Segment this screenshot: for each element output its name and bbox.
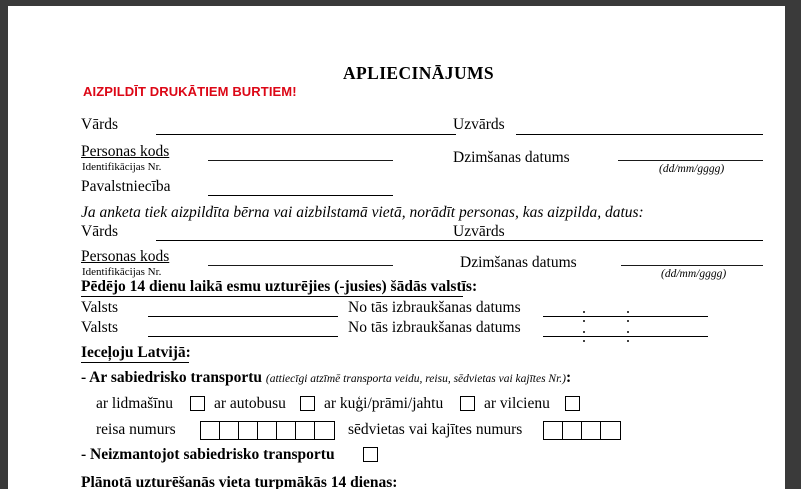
character-cell[interactable]	[258, 422, 277, 439]
character-cell[interactable]	[201, 422, 220, 439]
guardian-personal-code-input[interactable]	[208, 265, 393, 266]
character-cell[interactable]	[239, 422, 258, 439]
seat-number-label: sēdvietas vai kajītes numurs	[348, 421, 523, 438]
personal-code-input[interactable]	[208, 160, 393, 161]
mode-checkbox-bus[interactable]	[300, 396, 315, 411]
last-name-input[interactable]	[516, 134, 763, 135]
mode-label-plane: ar lidmašīnu	[96, 395, 174, 412]
exit-date-input-2[interactable]	[543, 336, 708, 337]
mode-label-ship: ar kuģi/prāmi/jahtu	[324, 395, 444, 412]
country-input-1[interactable]	[148, 316, 338, 317]
mode-checkbox-ship[interactable]	[460, 396, 475, 411]
planned-stay-heading: Plānotā uzturēšanās vieta turpmākās 14 dienas:	[81, 474, 398, 489]
personal-code-label: Personas kods	[81, 143, 170, 160]
character-cell[interactable]	[601, 422, 620, 439]
character-cell[interactable]	[563, 422, 582, 439]
countries-heading-underline	[81, 296, 463, 297]
mode-label-bus: ar autobusu	[214, 395, 286, 412]
public-transport-label: - Ar sabiedrisko transportu	[81, 369, 262, 386]
guardian-personal-code-label: Personas kods	[81, 248, 170, 265]
exit-date-label-2: No tās izbraukšanas datums	[348, 319, 521, 336]
character-cell[interactable]	[582, 422, 601, 439]
trip-number-label: reisa numurs	[96, 421, 176, 438]
date-separator-dot	[627, 320, 629, 322]
trip-number-input[interactable]	[200, 421, 335, 440]
birth-date-label: Dzimšanas datums	[453, 149, 570, 166]
date-separator-dot	[627, 311, 629, 313]
first-name-label: Vārds	[81, 116, 119, 133]
arrival-heading: Ieceļoju Latvijā:	[81, 344, 191, 361]
mode-label-train: ar vilcienu	[484, 395, 550, 412]
character-cell[interactable]	[315, 422, 334, 439]
country-label-1: Valsts	[81, 299, 119, 316]
public-transport-note: (attiecīgi atzīmē transporta veidu, reisu, sēdvietas vai kajītes Nr.)	[265, 373, 567, 385]
date-separator-dot	[583, 340, 585, 342]
date-separator-dot	[627, 340, 629, 342]
country-input-2[interactable]	[148, 336, 338, 337]
seat-number-input[interactable]	[543, 421, 621, 440]
page-title: APLIECINĀJUMS	[343, 63, 495, 83]
mode-checkbox-plane[interactable]	[190, 396, 205, 411]
country-label-2: Valsts	[81, 319, 119, 336]
no-public-transport-checkbox[interactable]	[363, 447, 378, 462]
character-cell[interactable]	[296, 422, 315, 439]
birth-date-format-hint: (dd/mm/gggg)	[659, 163, 725, 175]
character-cell[interactable]	[277, 422, 296, 439]
character-cell[interactable]	[544, 422, 563, 439]
public-transport-colon: :	[566, 369, 572, 386]
date-separator-dot	[583, 331, 585, 333]
guardian-birth-date-format-hint: (dd/mm/gggg)	[661, 268, 727, 280]
last-name-label: Uzvārds	[453, 116, 505, 133]
fill-in-capitals-warning: AIZPILDĪT DRUKĀTIEM BURTIEM!	[83, 84, 297, 99]
guardian-instruction: Ja anketa tiek aizpildīta bērna vai aizbilstamā vietā, norādīt personas, kas aizpilda, datus:	[81, 204, 644, 221]
guardian-personal-code-sublabel: Identifikācijas Nr.	[82, 266, 162, 278]
date-separator-dot	[583, 320, 585, 322]
arrival-heading-underline	[81, 362, 189, 363]
citizenship-input[interactable]	[208, 195, 393, 196]
character-cell[interactable]	[220, 422, 239, 439]
guardian-birth-date-label: Dzimšanas datums	[460, 254, 577, 271]
countries-heading: Pēdējo 14 dienu laikā esmu uzturējies (-jusies) šādās valstīs:	[81, 278, 478, 295]
date-separator-dot	[583, 311, 585, 313]
no-public-transport-label: - Neizmantojot sabiedrisko transportu	[81, 446, 335, 463]
date-separator-dot	[627, 331, 629, 333]
exit-date-input-1[interactable]	[543, 316, 708, 317]
citizenship-label: Pavalstniecība	[81, 178, 171, 195]
document-page	[8, 6, 785, 489]
first-name-input[interactable]	[156, 134, 456, 135]
exit-date-label-1: No tās izbraukšanas datums	[348, 299, 521, 316]
personal-code-sublabel: Identifikācijas Nr.	[82, 161, 162, 173]
guardian-first-name-label: Vārds	[81, 223, 119, 240]
mode-checkbox-train[interactable]	[565, 396, 580, 411]
guardian-last-name-label: Uzvārds	[453, 223, 505, 240]
